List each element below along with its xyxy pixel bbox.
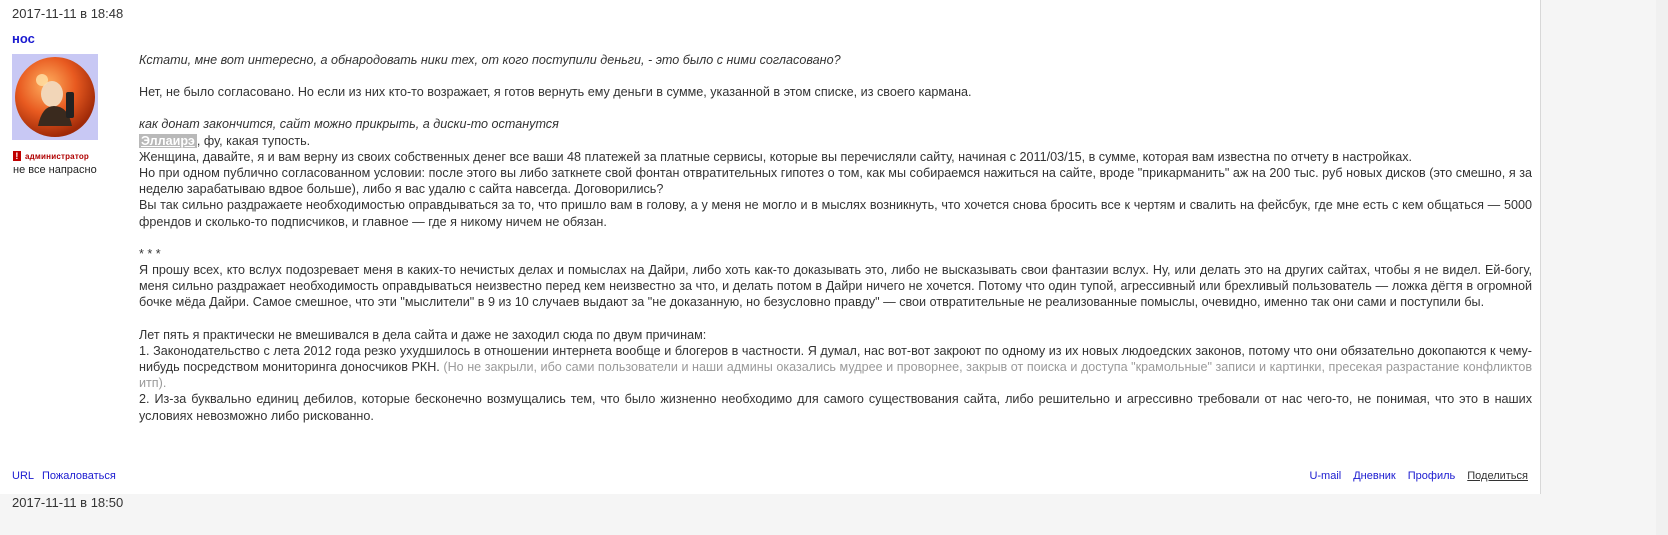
list-item: 2. Из-за буквально единиц дебилов, которые бесконечно возмущались тем, что было жизненно необходимо для самого существования сайта, либо решительно и агрессивно требовали от нас чего-то, не понимая, что это в наших условиях невозможно либо рискованно. bbox=[139, 392, 1532, 423]
user-nick-link[interactable]: Эллаирэ bbox=[141, 133, 195, 148]
url-link[interactable]: URL bbox=[12, 470, 35, 482]
post-content bbox=[139, 52, 1532, 424]
quote-text: как донат закончится, сайт можно прикрыть, а диски-то останутся bbox=[139, 117, 559, 132]
diary-link[interactable]: Дневник bbox=[1353, 470, 1396, 482]
post-footer-left bbox=[12, 470, 116, 482]
author-link[interactable]: нос bbox=[12, 31, 35, 46]
avatar-image-icon bbox=[12, 54, 98, 140]
reply-text: Нет, не было согласовано. Но если из них кто-то возражает, я готов вернуть ему деньги в сумме, указанной в этом списке, из своего кармана. bbox=[139, 85, 972, 100]
paragraph: Но при одном публично согласованном условии: после этого вы либо заткнете свой фонтан отвратительных гипотез о том, как мы собираемся нажиться на сайте, вроде "прикарманить" аж на 200 тыс. руб новых дисков (это смешно, я за неделю зарабатываю вдвое больше), либо я вас удалю с сайта навсегда. Договорились? bbox=[139, 166, 1532, 197]
profile-link[interactable]: Профиль bbox=[1407, 470, 1456, 482]
avatar[interactable] bbox=[12, 54, 98, 140]
role-badge bbox=[13, 151, 89, 161]
paragraph: Я прошу всех, кто вслух подозревает меня в каких-то нечистых делах и помыслах на Дайри, либо хоть как-то доказывать это, либо не высказывать свои фантазии вслух. Ну, или делать это на других сайтах, чтобы я не видел. Ей-богу, меня сильно раздражает необходимость оправдываться неизвестно перед кем неизвестно за что, и делать потом в Дайри ничего не хочется. Потому что один тупой, агрессивный или брехливый пользователь — ложка дёгтя в огромной бочке мёда Дайри. Самое смешное, что эти "мыслители" в 9 из 10 случаев выдают за "не доказанную, но безусловно правду" — свои отвратительные не реализованные помыслы, очевидно, именно так они сами и поступили бы. bbox=[139, 263, 1532, 310]
paragraph: Лет пять я практически не вмешивался в дела сайта и даже не заходил сюда по двум причинам: bbox=[139, 327, 707, 342]
post-footer-right bbox=[1309, 470, 1528, 482]
grey-note: (Но не закрыли, ибо сами пользователи и наши админы оказались мудрее и проворнее, закрыв от поиска и доступа "крамольные" записи и картинки, пресекая разрастание конфликтов итп). bbox=[139, 360, 1533, 391]
user-status: не все напрасно bbox=[13, 164, 97, 176]
complain-link[interactable]: Пожаловаться bbox=[42, 470, 116, 482]
share-button[interactable]: Поделиться bbox=[1467, 470, 1528, 482]
next-post-date: 2017-11-11 в 18:50 bbox=[12, 495, 124, 508]
umail-link[interactable]: U-mail bbox=[1309, 470, 1342, 482]
paragraph: Вы так сильно раздражаете необходимостью оправдываться за то, что пришло вам в голову, а у меня не могло и в мыслях возникнуть, что хочется снова бросить все к чертям и свалить на фейсбук, где мне есть с кем общаться — 5000 френдов и сколько-то подписчиков, и главное — где я никому ничем не обязан. bbox=[139, 198, 1532, 229]
reply-text: Эллаирэ , фу, какая тупость. bbox=[141, 133, 311, 148]
role-label: администратор bbox=[25, 151, 90, 161]
paragraph: Женщина, давайте, я и вам верну из своих собственных денег все ваши 48 платежей за платные сервисы, которые вы перечисляли сайту, начиная с 2011/03/15, в сумме, которая вам известна по отчету в настройках. bbox=[139, 149, 1413, 164]
post-date: 2017-11-11 в 18:48 bbox=[12, 6, 124, 21]
separator: * * * bbox=[139, 246, 161, 261]
scrollbar[interactable] bbox=[1656, 0, 1668, 535]
list-item: 1. Законодательство с лета 2012 года резко ухудшилось в отношении интернета вообще и блогеров в частности. Я думал, нас вот-вот закроют по одному из их новых людоедских законов, потому что они обязательно докопаются к чему-нибудь посредством мониторинга доносчиков РКН. (Но не закрыли, ибо сами пользователи и наши админы оказались мудрее и проворнее, закрыв от поиска и доступа "крамольные" записи и картинки, пресекая разрастание конфликтов итп). bbox=[139, 343, 1533, 391]
quote-text: Кстати, мне вот интересно, а обнародовать ники тех, от кого поступили деньги, - это было с ними согласовано? bbox=[139, 53, 841, 67]
warning-icon: ! bbox=[13, 151, 21, 161]
